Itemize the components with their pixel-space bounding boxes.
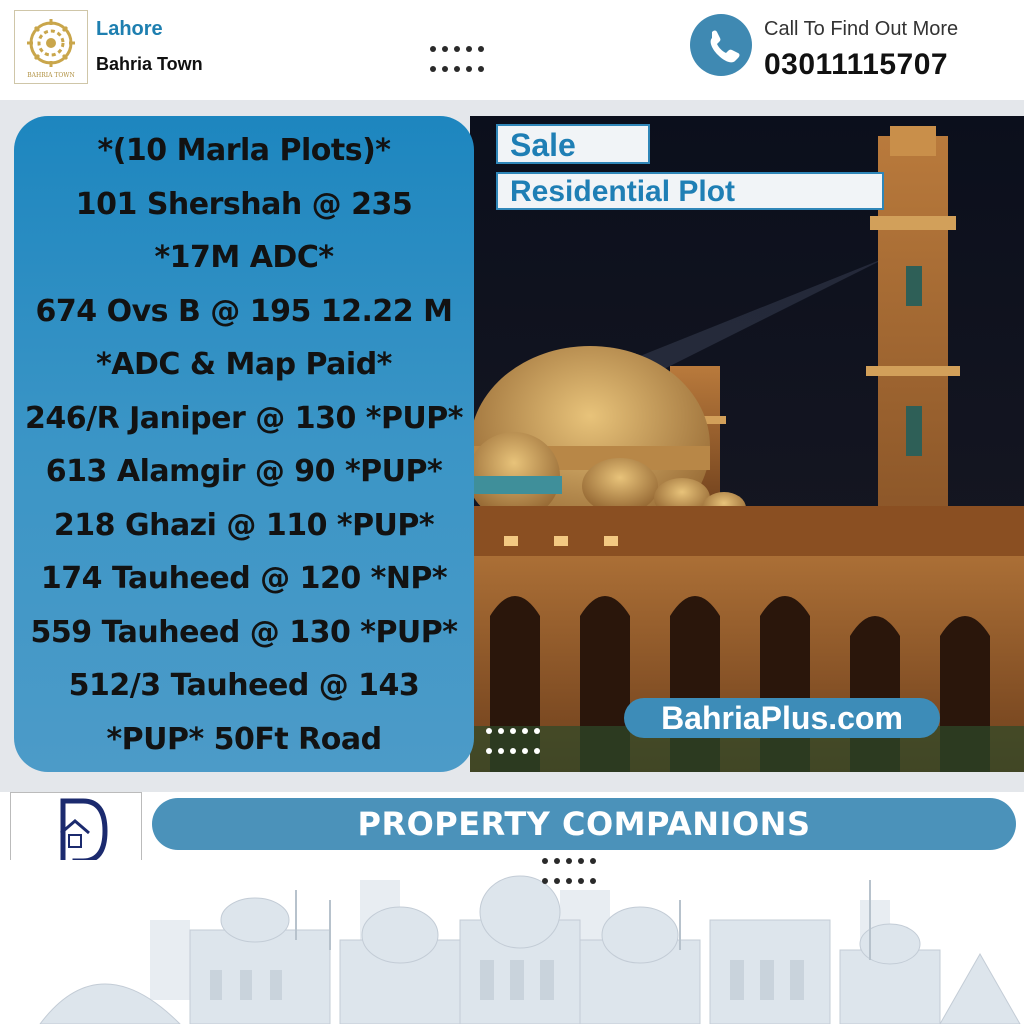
listing-line: *(10 Marla Plots)*	[97, 133, 391, 168]
phone-button[interactable]	[690, 14, 752, 76]
city-skyline-illustration	[0, 860, 1024, 1024]
decor-dots-bottom	[542, 858, 642, 898]
listing-line: *PUP* 50Ft Road	[106, 721, 382, 757]
listing-line: *17M ADC*	[154, 240, 334, 275]
logo-emblem-icon	[15, 11, 87, 83]
listing-line: *ADC & Map Paid*	[96, 347, 392, 382]
grand-mosque-image	[470, 116, 1024, 772]
logo-text: BAHRIA TOWN	[27, 72, 75, 79]
listing-lines	[14, 124, 474, 766]
call-to-action: Call To Find Out More	[764, 18, 959, 40]
phone-icon	[690, 14, 752, 76]
decor-dots-top	[430, 46, 530, 86]
listing-line: 559 Tauheed @ 130 *PUP*	[30, 614, 458, 650]
listing-line: 674 Ovs B @ 195 12.22 M	[35, 293, 453, 329]
listing-line: 512/3 Tauheed @ 143	[68, 668, 420, 703]
website-link[interactable]: BahriaPlus.com	[624, 698, 940, 738]
phone-number[interactable]: 03011115707	[764, 48, 949, 81]
category-tag: Residential Plot	[496, 172, 884, 210]
bahria-town-logo	[14, 10, 88, 84]
sale-tag: Sale	[496, 124, 650, 164]
listing-line: 174 Tauheed @ 120 *NP*	[40, 561, 448, 596]
city-label: Lahore	[96, 18, 163, 40]
listing-line: 613 Alamgir @ 90 *PUP*	[45, 454, 443, 489]
agency-name-bar: PROPERTY COMPANIONS	[152, 798, 1016, 850]
listing-line: 246/R Janiper @ 130 *PUP*	[25, 400, 463, 436]
listing-line: 101 Shershah @ 235	[75, 186, 413, 222]
listing-line: 218 Ghazi @ 110 *PUP*	[53, 507, 435, 543]
decor-dots-panel	[486, 728, 586, 768]
mosque-photo	[470, 116, 1024, 772]
area-label: Bahria Town	[96, 54, 203, 74]
